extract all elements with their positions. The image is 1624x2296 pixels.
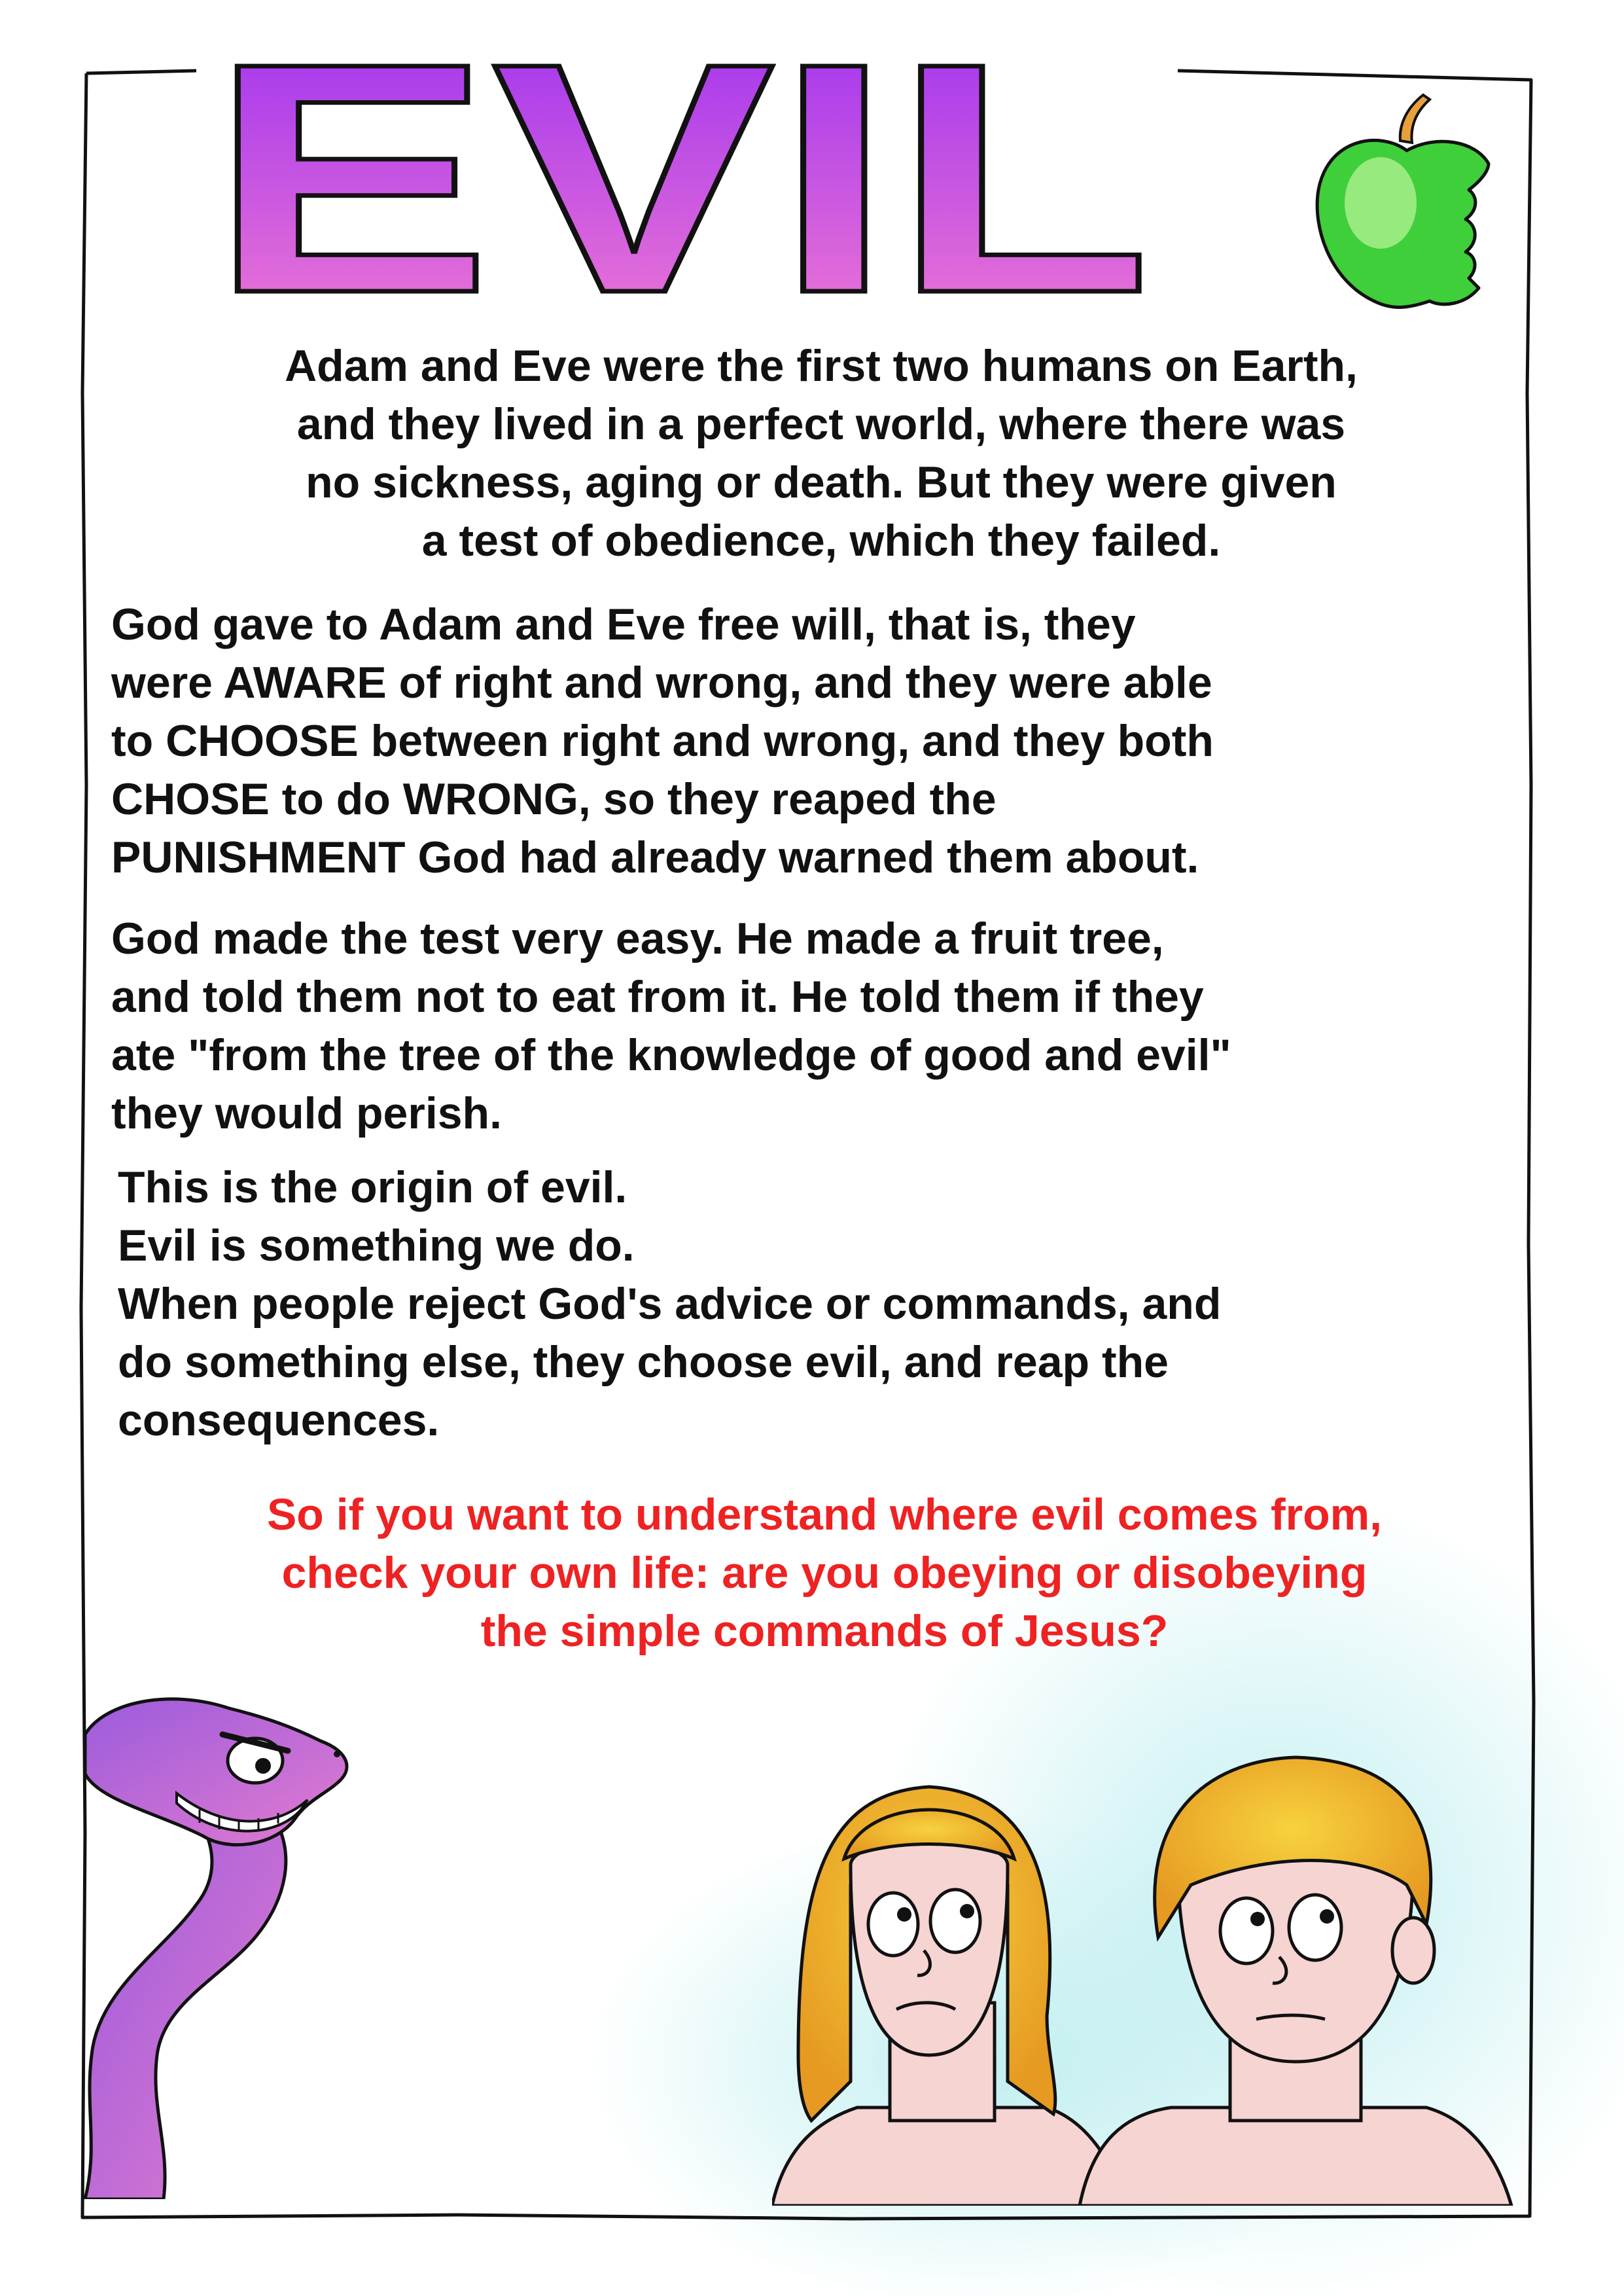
people-icon (772, 1689, 1557, 2206)
origin-paragraph: This is the origin of evil. Evil is something we do. When people reject God's advice or commands, and do something else, they choose evil, and reap the consequences. (118, 1162, 1222, 1445)
apple-icon (1302, 92, 1518, 321)
conclusion-paragraph: So if you want to understand where evil comes from, check your own life: are you obeying or disobeying the simple commands of Jesus? (266, 1490, 1383, 1656)
snake-icon (79, 1689, 386, 2199)
title-text: EVIL (209, 26, 1152, 314)
test-paragraph: God made the test very easy. He made a fruit tree, and told them not to eat from it. He told them if they ate "from the tree of the knowledge of good and evil" they would perish. (111, 914, 1231, 1138)
free-will-paragraph: God gave to Adam and Eve free will, that is, they were AWARE of right and wrong, and they were able to CHOOSE between right and wrong, and they both CHOSE to do WRONG, so they reaped the PUNISHMENT God had already warned them about. (111, 600, 1214, 882)
adam-figure (1080, 1757, 1511, 2206)
eve-figure (772, 1787, 1125, 2206)
page-title (196, 26, 1178, 314)
intro-paragraph: Adam and Eve were the first two humans on Earth, and they lived in a perfect world, where there was no sickness, aging or death. But they were given a test of obedience, which they failed. (285, 341, 1358, 565)
